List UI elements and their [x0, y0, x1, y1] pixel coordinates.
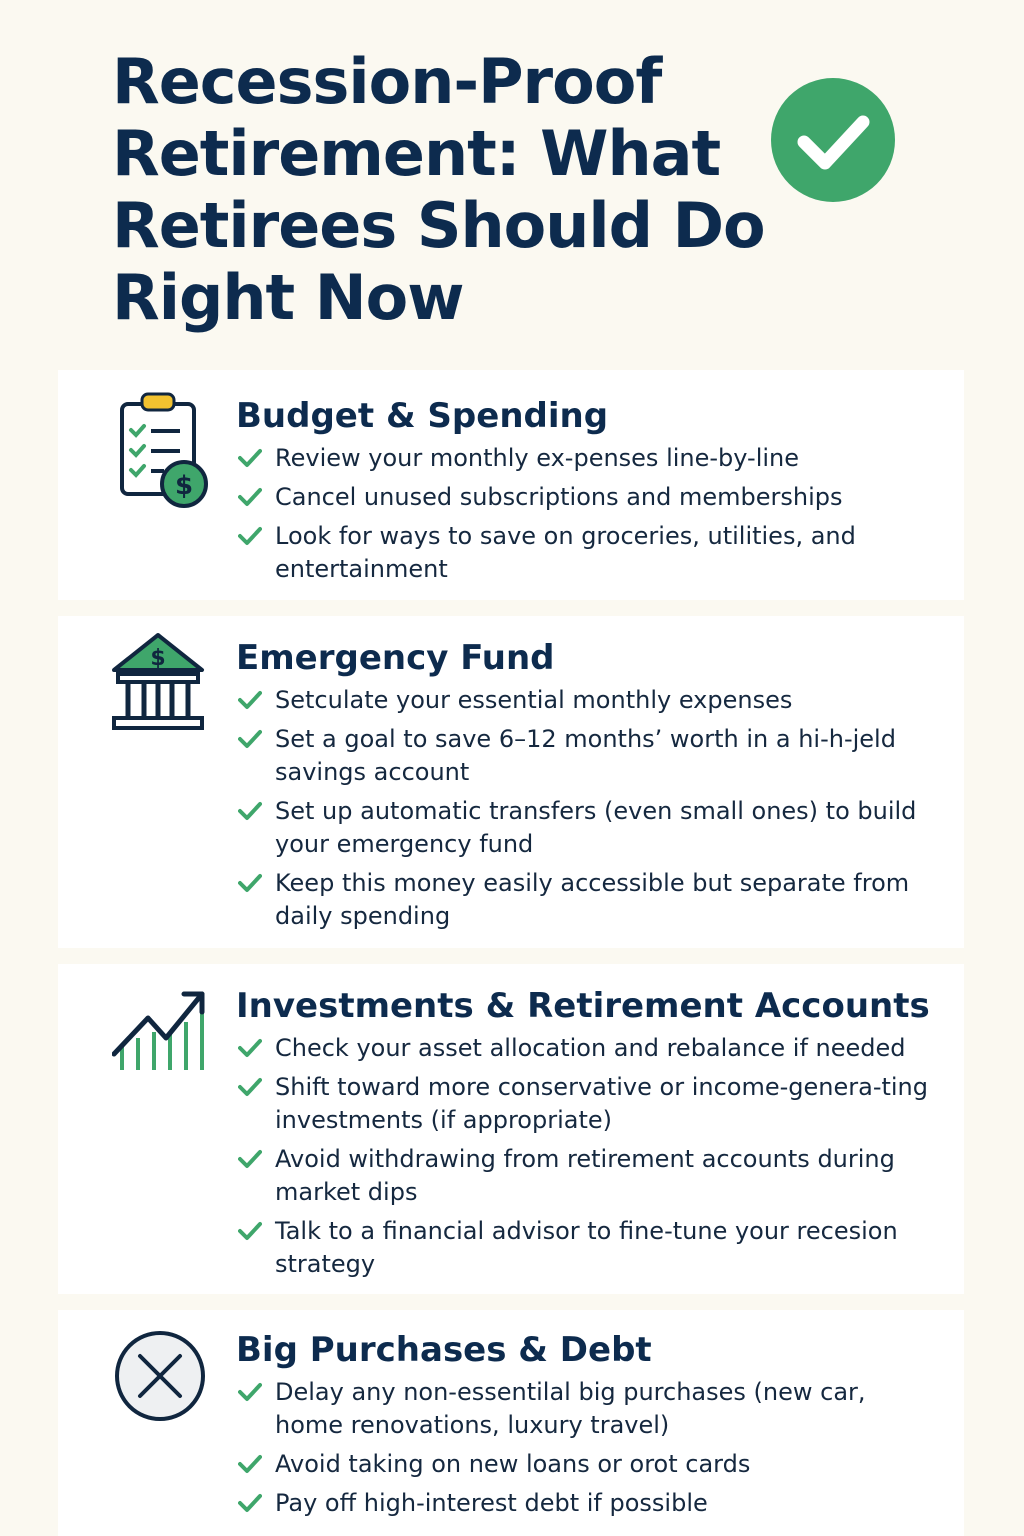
- list-item: [236, 1487, 936, 1520]
- list-item: [236, 1071, 936, 1137]
- check-icon: [238, 448, 262, 468]
- x-circle-icon: [112, 1328, 208, 1424]
- list-item-text: Look for ways to save on groceries, utilities, and entertainment: [275, 522, 856, 583]
- list-item: [236, 867, 936, 933]
- check-icon: [238, 1077, 262, 1097]
- checklist: [236, 442, 936, 592]
- check-icon: [238, 1149, 262, 1169]
- check-icon: [238, 1454, 262, 1474]
- check-icon: [238, 1221, 262, 1241]
- section-big-purchases-debt: [58, 1310, 964, 1536]
- list-item-text: Check your asset allocation and rebalance if needed: [275, 1034, 906, 1062]
- clipboard-dollar-icon: [118, 392, 210, 510]
- list-item: [236, 1032, 936, 1065]
- list-item-text: Review your monthly ex-penses line-by-line: [275, 444, 800, 472]
- list-item: [236, 684, 936, 717]
- check-icon: [238, 487, 262, 507]
- list-item: [236, 1448, 936, 1481]
- list-item-text: Set a goal to save 6–12 months’ worth in a hi-h-jeld savings account: [275, 725, 896, 786]
- page-title: Recession-Proof Retirement: What Retirees Should Do Right Now: [112, 45, 765, 334]
- list-item: [236, 1376, 936, 1442]
- list-item-text: Talk to a financial advisor to fine-tune your recesion strategy: [275, 1217, 898, 1278]
- section-emergency-fund: [58, 616, 964, 948]
- growth-chart-icon: [112, 988, 210, 1074]
- list-item-text: Shift toward more conservative or income-genera-ting investments (if appropriate): [275, 1073, 929, 1134]
- check-icon: [238, 526, 262, 546]
- checklist: [236, 1032, 936, 1287]
- section-title: Budget & Spending: [236, 396, 609, 436]
- check-icon: [238, 729, 262, 749]
- list-item: [236, 442, 936, 475]
- list-item-text: Delay any non-essentilal big purchases (new car, home renovations, luxury travel): [275, 1378, 866, 1439]
- list-item: [236, 1143, 936, 1209]
- svg-text:$: $: [174, 471, 194, 501]
- svg-text:$: $: [150, 646, 166, 671]
- check-icon: [238, 690, 262, 710]
- list-item: [236, 520, 936, 586]
- list-item: [236, 481, 936, 514]
- list-item-text: Pay off high-interest debt if possible: [275, 1489, 708, 1517]
- list-item: [236, 1215, 936, 1281]
- list-item-text: Set up automatic transfers (even small ones) to build your emergency fund: [275, 797, 917, 858]
- list-item-text: Avoid taking on new loans or orot cards: [275, 1450, 751, 1478]
- check-icon: [238, 1038, 262, 1058]
- checklist: [236, 1376, 936, 1526]
- list-item: [236, 795, 936, 861]
- check-icon: [238, 1382, 262, 1402]
- section-budget-spending: [58, 370, 964, 600]
- check-icon: [238, 801, 262, 821]
- section-investments-retirement: [58, 964, 964, 1294]
- checklist: [236, 684, 936, 939]
- list-item-text: Cancel unused subscriptions and memberships: [275, 483, 843, 511]
- list-item: [236, 723, 936, 789]
- check-icon: [238, 1493, 262, 1513]
- bank-icon: [110, 632, 206, 734]
- list-item-text: Setculate your essential monthly expenses: [275, 686, 793, 714]
- list-item-text: Keep this money easily accessible but separate from daily spending: [275, 869, 910, 930]
- section-title: Investments & Retirement Accounts: [236, 986, 930, 1026]
- check-circle-icon: [771, 78, 895, 202]
- section-title: Big Purchases & Debt: [236, 1330, 652, 1370]
- section-title: Emergency Fund: [236, 638, 555, 678]
- list-item-text: Avoid withdrawing from retirement accounts during market dips: [275, 1145, 895, 1206]
- check-icon: [238, 873, 262, 893]
